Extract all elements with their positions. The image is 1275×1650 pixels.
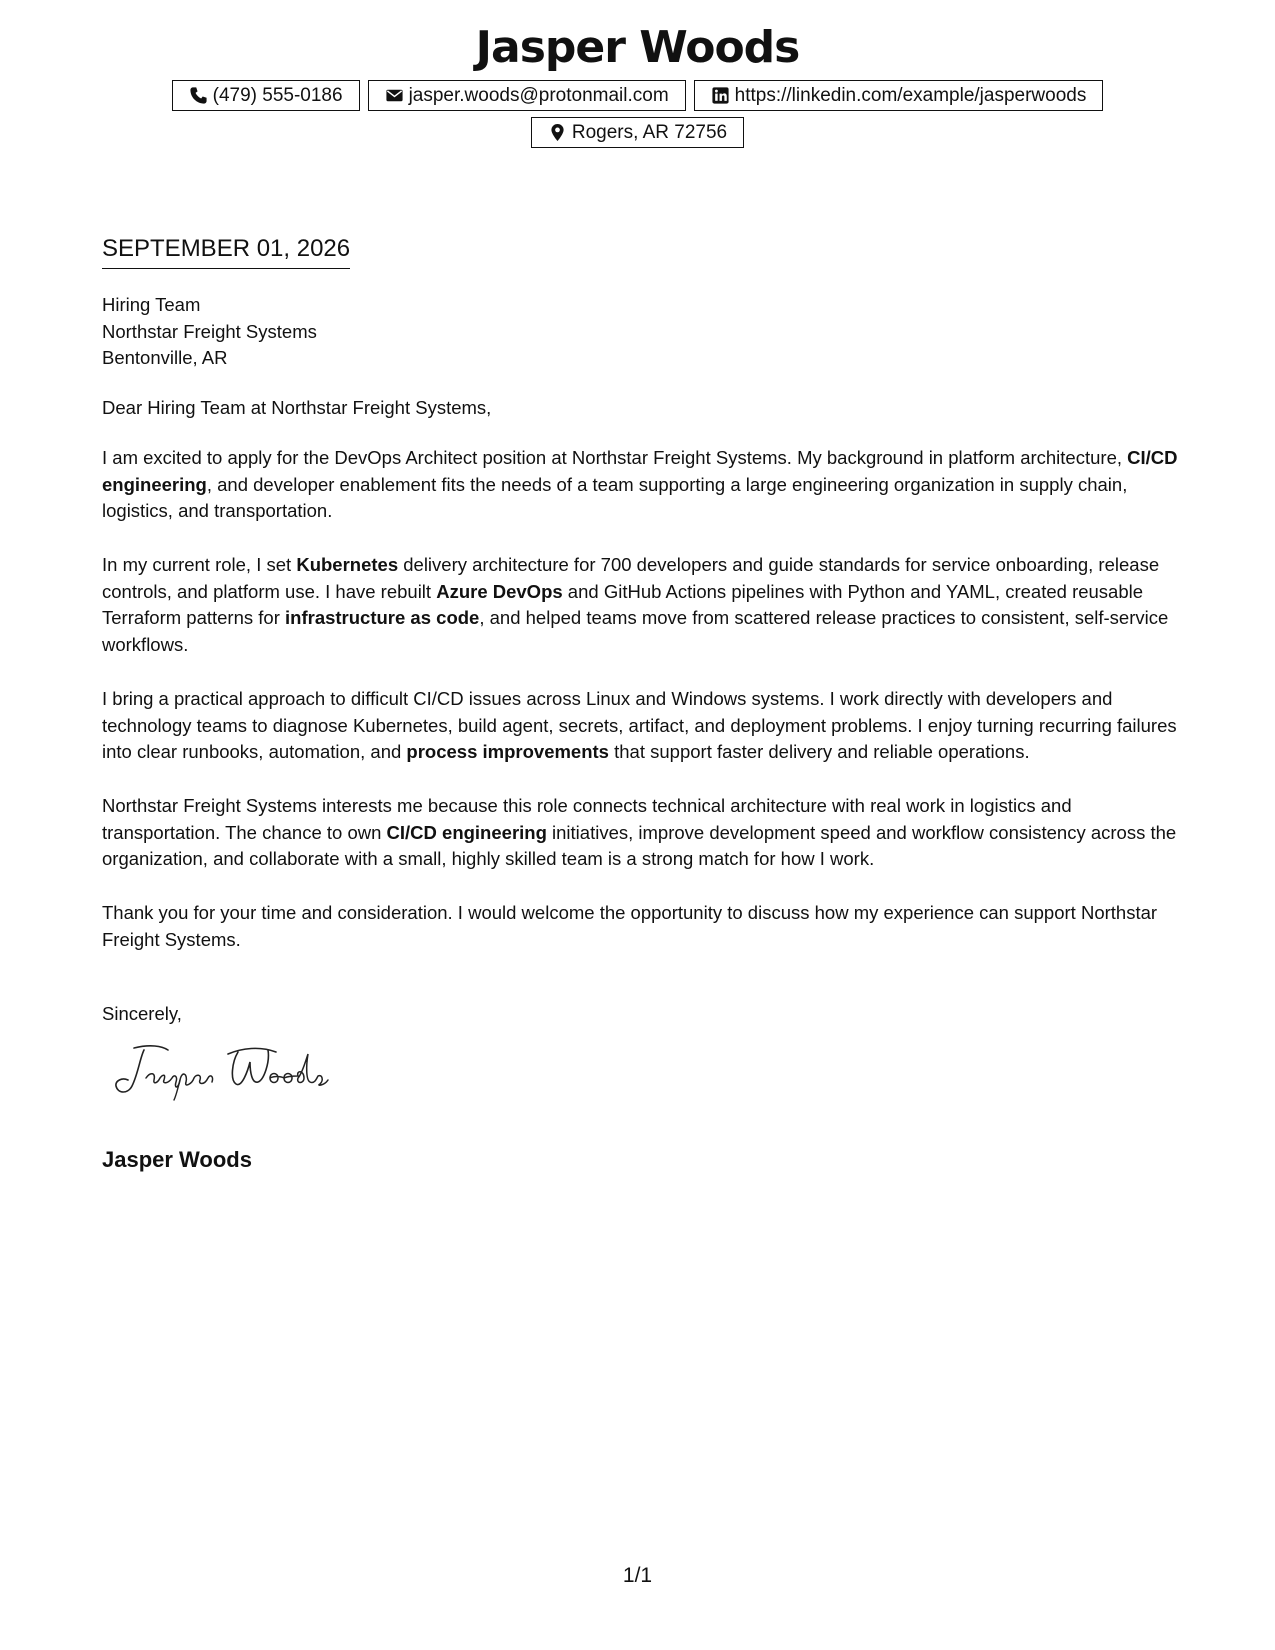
contact-email[interactable] — [368, 80, 686, 111]
recipient-line: Bentonville, AR — [102, 347, 228, 368]
contact-phone[interactable] — [172, 80, 360, 111]
body-paragraph: Northstar Freight Systems interests me because this role connects technical architecture with real work in logistics and transportation. The chance to own CI/CD engineering initiatives, improve development speed and workflow consistency across the organization, and collaborate with a small, highly skilled team is a strong match for how I work. — [102, 795, 1177, 869]
contact-email-text: jasper.woods@protonmail.com — [408, 84, 669, 106]
signed-name: Jasper Woods — [102, 1147, 252, 1172]
contact-row — [0, 117, 1275, 148]
phone-icon — [189, 86, 208, 105]
letter-date: SEPTEMBER 01, 2026 — [102, 234, 350, 269]
signature-image — [110, 1040, 350, 1102]
body-paragraph: Thank you for your time and consideration. I would welcome the opportunity to discuss how my experience can support Northstar Freight Systems. — [102, 902, 1158, 950]
contact-location[interactable] — [531, 117, 744, 148]
body-paragraph: I bring a practical approach to difficult CI/CD issues across Linux and Windows systems. I work directly with developers and technology teams to diagnose Kubernetes, build agent, secrets, artifact, and deployment problems. I enjoy turning recurring failures into clear runbooks, automation, and process improvements that support faster delivery and reliable operations. — [102, 688, 1177, 762]
recipient-address — [102, 292, 317, 372]
contact-location-text: Rogers, AR 72756 — [571, 121, 728, 143]
body-paragraph: I am excited to apply for the DevOps Architect position at Northstar Freight Systems. My background in platform architecture, CI/CD engineering, and developer enablement fits the needs of a team supporting a large engineering organization in supply chain, logistics, and transportation. — [102, 447, 1178, 521]
page-number: 1/1 — [622, 1564, 653, 1587]
contact-linkedin[interactable] — [694, 80, 1104, 111]
contact-linkedin-text: https://linkedin.com/example/jasperwoods — [734, 84, 1087, 106]
contact-row — [0, 80, 1275, 111]
salutation: Dear Hiring Team at Northstar Freight Systems, — [102, 397, 492, 418]
recipient-line: Hiring Team — [102, 294, 201, 315]
linkedin-icon — [711, 86, 730, 105]
envelope-icon — [385, 86, 404, 105]
recipient-line: Northstar Freight Systems — [102, 320, 317, 342]
contact-phone-text: (479) 555-0186 — [212, 84, 343, 106]
applicant-name: Jasper Woods — [475, 22, 800, 73]
body-paragraph: In my current role, I set Kubernetes delivery architecture for 700 developers and guide standards for service onboarding, release controls, and platform use. I have rebuilt Azure DevOps and GitHub Actions pipelines with Python and YAML, created reusable Terraform patterns for infrastructure as code, and helped teams move from scattered release practices to consistent, self-service workflows. — [102, 554, 1169, 655]
closing: Sincerely, — [102, 1003, 182, 1024]
map-marker-icon — [548, 123, 567, 142]
